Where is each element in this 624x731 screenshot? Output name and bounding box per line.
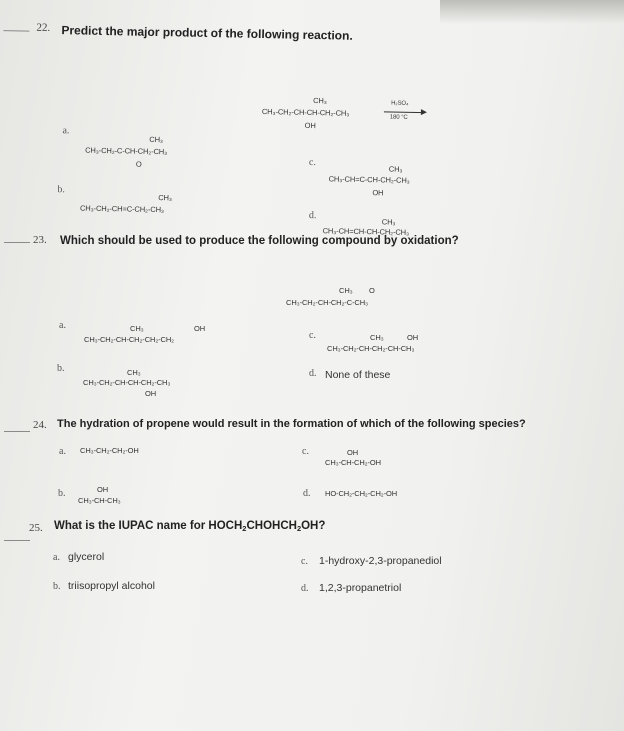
option-c-formula: CH₃-CH-CH₂-OH xyxy=(325,458,381,467)
option-b-methyl: CH₃ xyxy=(127,368,141,377)
option-d-text: 1,2,3-propanetriol xyxy=(319,582,402,594)
option-d-formula: HO-CH₂-CH₂-CH₂-OH xyxy=(325,489,398,498)
option-a-letter: a. xyxy=(59,446,66,457)
option-c-methyl: CH₃ xyxy=(388,164,403,174)
reagent-label: H₂SO₄ xyxy=(391,100,409,107)
question-number: 22. xyxy=(36,21,51,34)
option-b-letter: b. xyxy=(57,363,65,374)
question-text: What is the IUPAC name for $HOCH_2CHOHCH_2OH$? xyxy=(54,520,326,533)
option-b-methyl: CH₃ xyxy=(158,193,172,203)
reactant-methyl: CH₃ xyxy=(313,96,327,106)
option-a-oxygen: O xyxy=(135,159,142,169)
option-a-text: glycerol xyxy=(68,551,105,563)
question-text: Predict the major product of the following reaction. xyxy=(61,23,353,43)
reactant-formula: CH₃-CH₂-CH-CH-CH₂-CH₃ xyxy=(261,107,350,118)
option-b-letter: b. xyxy=(57,184,65,196)
arrow-head-icon xyxy=(421,109,427,115)
target-oxygen: O xyxy=(369,286,375,295)
reactant-hydroxyl: OH xyxy=(304,120,316,131)
answer-blank xyxy=(4,242,30,243)
option-c-formula: CH₃-CH₂-CH-CH₂-CH-CH₃ xyxy=(327,344,415,353)
option-c-formula: CH₃-CH=C-CH-CH₂-CH₃ xyxy=(328,174,410,185)
option-d-letter: d. xyxy=(303,488,311,499)
target-methyl: CH₃ xyxy=(339,286,353,295)
option-b-letter: b. xyxy=(58,488,66,499)
answer-blank xyxy=(3,30,29,31)
question-number: 25. xyxy=(29,522,43,534)
option-a-hydroxyl: OH xyxy=(194,324,206,333)
question-number: 23. xyxy=(33,234,47,246)
reaction-arrow xyxy=(384,111,424,113)
option-b-letter: b. xyxy=(53,581,61,592)
option-b-formula: CH₃-CH₂-CH-CH-CH₂-CH₃ xyxy=(83,378,171,387)
option-a-letter: a. xyxy=(59,320,66,331)
option-b-formula: CH₃-CH₂-CH=C-CH₂-CH₃ xyxy=(79,203,164,215)
option-a-letter: a. xyxy=(53,552,60,563)
option-d-formula: CH₃-CH=CH-CH-CH₂-CH₃ xyxy=(322,226,410,237)
option-c-hydroxyl: OH xyxy=(407,333,419,342)
option-d-methyl: CH₃ xyxy=(381,217,396,227)
answer-blank xyxy=(4,540,30,541)
option-c-hydroxyl: OH xyxy=(347,448,359,457)
option-c-letter: c. xyxy=(302,446,309,457)
option-a-formula: CH₃-CH₂-CH₂-OH xyxy=(80,446,139,455)
question-number: 24. xyxy=(33,419,47,431)
option-b-hydroxyl: OH xyxy=(97,485,109,494)
answer-blank xyxy=(4,431,30,432)
option-b-hydroxyl: OH xyxy=(145,389,157,398)
question-text: The hydration of propene would result in the formation of which of the following species? xyxy=(57,418,526,430)
option-a-formula: CH₃-CH₂-CH-CH₂-CH₂-CH₂ xyxy=(84,335,174,344)
question-text: Which should be used to produce the following compound by oxidation? xyxy=(60,235,459,247)
option-c-text: 1-hydroxy-2,3-propanediol xyxy=(319,555,442,567)
option-c-hydroxyl: OH xyxy=(372,188,384,198)
option-d-letter: d. xyxy=(309,368,317,379)
target-formula: CH₃-CH₂-CH-CH₂-C-CH₃ xyxy=(286,298,368,307)
option-d-text: None of these xyxy=(325,369,391,381)
option-b-formula: CH₃-CH-CH₃ xyxy=(78,496,121,505)
option-d-letter: d. xyxy=(308,209,317,222)
option-c-methyl: CH₃ xyxy=(370,333,384,342)
option-a-methyl: CH₃ xyxy=(130,324,144,333)
option-d-letter: d. xyxy=(301,583,309,594)
option-c-letter: c. xyxy=(308,156,316,169)
option-b-text: triisopropyl alcohol xyxy=(68,580,155,592)
option-a-methyl: CH₃ xyxy=(149,134,164,145)
option-c-letter: c. xyxy=(309,330,316,341)
option-a-letter: a. xyxy=(62,125,70,137)
option-a-formula: CH₃-CH₂-C-CH-CH₂-CH₃ xyxy=(85,145,168,157)
condition-label: 180 °C xyxy=(389,114,408,121)
option-c-letter: c. xyxy=(301,556,308,567)
